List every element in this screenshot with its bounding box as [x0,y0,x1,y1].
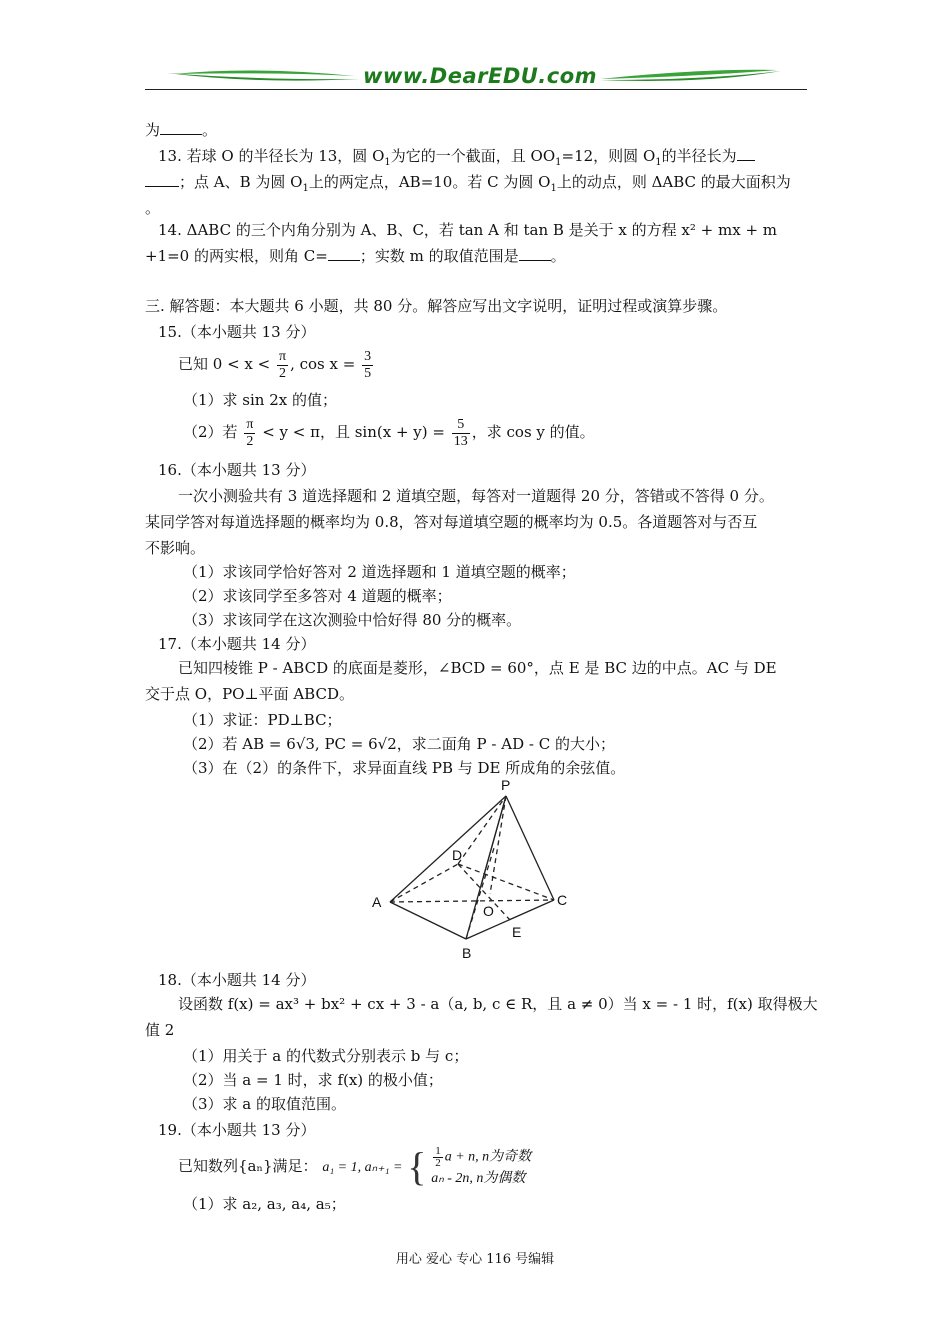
q17-title: 17.（本小题共 14 分） [158,635,316,653]
q18-part-3: （3）求 a 的取值范围。 [183,1095,347,1113]
q16-line-1: 一次小测验共有 3 道选择题和 2 道填空题，每答对一道题得 20 分，答错或不答得 0 分。 [178,487,774,505]
text-line: 为 。 [145,121,218,139]
q18-part-1: （1）用关于 a 的代数式分别表示 b 与 c； [183,1047,469,1065]
q16-part-3: （3）求该同学在这次测验中恰好得 80 分的概率。 [183,611,522,629]
label-C: C [557,892,568,908]
q17-line-2: 交于点 O，PO⊥平面 ABCD。 [145,685,354,703]
fraction: $\frac{5}{13}$ [453,416,468,449]
fraction: $\frac{3}{5}$ [364,348,372,381]
answer-blank [737,146,755,161]
q15-part-2: （2）若 $\frac{\pi}{2}$ < y < π，且 sin(x + y) = $\frac{5}{13}$ ，求 cos y 的值。 [183,416,595,449]
q19-given: 已知数列{aₙ}满足： a₁ = 1, aₙ₊₁ = { $\frac{1}{2}$ a + n, n为奇数 aₙ - 2n, n为偶数 [178,1144,532,1189]
brace-icon: { [407,1144,427,1189]
label-O: O [483,903,494,919]
piecewise-cases: $\frac{1}{2}$ a + n, n为奇数 aₙ - 2n, n为偶数 [431,1144,532,1186]
answer-blank [145,172,179,187]
fraction: $\frac{\pi}{2}$ [246,416,254,449]
q17-part-1: （1）求证：PD⊥BC； [183,711,342,729]
q16-title: 16.（本小题共 13 分） [158,461,316,479]
q16-line-2: 某同学答对每道选择题的概率均为 0.8，答对每道填空题的概率均为 0.5。各道题答对与否互 [145,513,758,531]
site-logo: www.DearEDU.com [362,64,598,88]
q13-line-3: 。 [145,199,161,217]
q15-part-1: （1）求 sin 2x 的值； [183,391,338,409]
label-D: D [452,847,463,863]
q19-title: 19.（本小题共 13 分） [158,1121,316,1139]
q17-part-3: （3）在（2）的条件下，求异面直线 PB 与 DE 所成角的余弦值。 [183,759,626,777]
pyramid-figure [368,776,578,970]
q13-line-1: 13. 若球 O 的半径长为 13，圆 $O_1$为它的一个截面，且 $OO_1=12$，则圆 $O_1$的半径长为 [158,146,820,173]
q18-line-1: 设函数 f(x) = ax³ + bx² + cx + 3 - a（a, b, c ∈ R，且 a ≠ 0）当 x = - 1 时，f(x) 取得极大 [178,995,818,1013]
q15-title: 15.（本小题共 13 分） [158,323,316,341]
q16-part-2: （2）求该同学至多答对 4 道题的概率； [183,587,452,605]
answer-blank [328,246,360,261]
q17-part-2: （2）若 AB = 6√3, PC = 6√2，求二面角 P - AD - C 的大小； [183,735,615,753]
label-A: A [372,894,382,910]
page-footer: 用心 爱心 专心 116 号编辑 [395,1252,555,1267]
q18-part-2: （2）当 a = 1 时，求 f(x) 的极小值； [183,1071,443,1089]
pyramid-diagram [368,776,578,966]
q16-part-1: （1）求该同学恰好答对 2 道选择题和 1 道填空题的概率； [183,563,576,581]
q19-part-1: （1）求 a₂, a₃, a₄, a₅； [183,1195,346,1213]
q18-title: 18.（本小题共 14 分） [158,971,316,989]
answer-blank [160,120,202,135]
label-B: B [462,945,472,961]
answer-blank [519,246,551,261]
label-E: E [512,924,522,940]
fraction: $\frac{\pi}{2}$ [279,348,287,381]
q15-given: 已知 0 < x < $\frac{\pi}{2}$ , cos x = $\frac{3}{5}$ [178,348,372,381]
q18-line-2: 值 2 [145,1021,175,1039]
header-rule [145,89,807,90]
section-heading: 三. 解答题：本大题共 6 小题，共 80 分。解答应写出文字说明，证明过程或演算步骤。 [145,297,728,315]
q14-line-1: 14. ΔABC 的三个内角分别为 A、B、C，若 tan A 和 tan B 是关于 x 的方程 x² + mx + m [158,221,778,239]
q17-line-1: 已知四棱锥 P - ABCD 的底面是菱形，∠BCD = 60°，点 E 是 BC 边的中点。AC 与 DE [178,659,777,677]
q13-line-2: ；点 A、B 为圆 $O_1$上的两定点，AB=10。若 C 为圆 $O_1$上的动点，则 ΔABC 的最大面积为 [145,172,807,199]
q16-line-3: 不影响。 [145,539,206,557]
q14-line-2: +1=0 的两实根，则角 C= ；实数 m 的取值范围是 。 [145,247,566,265]
page-header [145,62,807,92]
label-P: P [501,777,511,793]
